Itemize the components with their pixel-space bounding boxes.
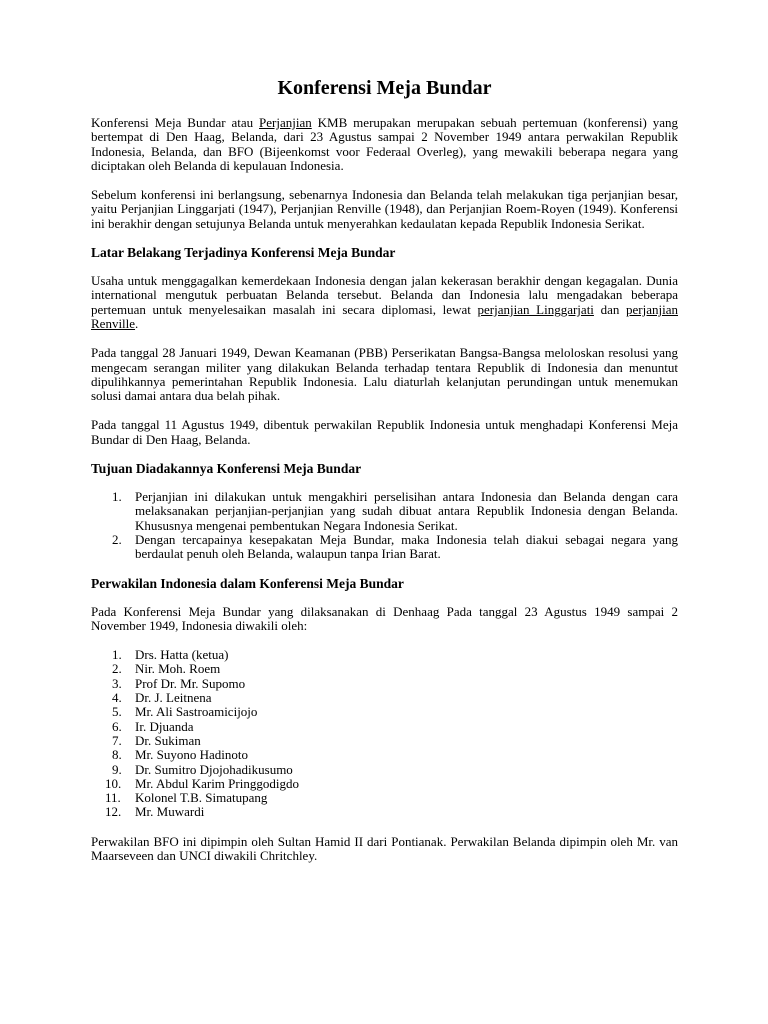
list-number: 2. xyxy=(112,531,122,547)
list-item-text: Mr. Muwardi xyxy=(135,804,205,820)
list-number: 1. xyxy=(112,489,122,505)
intro-paragraph-1 xyxy=(91,116,678,173)
page-title: Konferensi Meja Bundar xyxy=(277,77,492,99)
list-item-text: Perjanjian ini dilakukan untuk mengakhiri perselisihan antara Indonesia dan Belanda dengan cara melaksanakan perjanjian-perjanjian yang sudah dibuat antara Republik Indonesia dengan Belanda. Khususnya mengenai pembentukan Negara Indonesia Serikat. xyxy=(135,489,678,533)
list-number: 11. xyxy=(105,790,121,806)
list-item xyxy=(91,805,678,819)
list-item xyxy=(91,720,678,734)
list-number: 3. xyxy=(112,675,122,691)
list-item-text: Mr. Abdul Karim Pringgodigdo xyxy=(135,775,299,791)
list-item xyxy=(91,648,678,662)
list-item-text: Drs. Hatta (ketua) xyxy=(135,647,229,663)
list-item-text: Mr. Suyono Hadinoto xyxy=(135,747,249,763)
list-number: 9. xyxy=(112,761,122,777)
list-item xyxy=(91,691,678,705)
latar-paragraph-2: Pada tanggal 28 Januari 1949, Dewan Keamanan (PBB) Perserikatan Bangsa-Bangsa meloloskan resolusi yang mengecam serangan militer yang dilakukan Belanda terhadap tentara Republik di Indonesia dan menuntut dipulihkannya pemerintahan Republik Indonesia. Lalu diaturlah kelanjutan perundingan untuk menemukan solusi damai antara dua belah pihak. xyxy=(91,345,678,404)
list-item xyxy=(91,705,678,719)
section-heading-latar: Latar Belakang Terjadinya Konferensi Meja Bundar xyxy=(91,245,396,261)
list-item-text: Ir. Djuanda xyxy=(135,718,194,734)
list-number: 1. xyxy=(112,647,122,663)
latar-text-mid: dan xyxy=(593,301,627,317)
list-number: 10. xyxy=(105,775,122,791)
latar-paragraph-1 xyxy=(91,274,678,331)
list-item xyxy=(91,734,678,748)
latar-text-after: . xyxy=(135,315,139,331)
latar-paragraph-3: Pada tanggal 11 Agustus 1949, dibentuk perwakilan Republik Indonesia untuk menghadapi Konferensi Meja Bundar di Den Haag, Belanda. xyxy=(91,417,678,447)
list-item-text: Kolonel T.B. Simatupang xyxy=(135,790,268,806)
perwakilan-paragraph-2: Perwakilan BFO ini dipimpin oleh Sultan Hamid II dari Pontianak. Perwakilan Belanda dipimpin oleh Mr. van Maarseveen dan UNCI diwakili Chritchley. xyxy=(91,833,678,863)
perjanjian-link[interactable]: Perjanjian xyxy=(259,115,312,130)
list-item xyxy=(91,763,678,777)
perwakilan-paragraph-1: Pada Konferensi Meja Bundar yang dilaksanakan di Denhaag Pada tanggal 23 Agustus 1949 sampai 2 November 1949, Indonesia diwakili oleh: xyxy=(91,603,678,633)
list-item xyxy=(91,662,678,676)
latar-text-before: Usaha untuk menggagalkan kemerdekaan Indonesia dengan jalan kekerasan berakhir dengan kegagalan. Dunia international mengutuk perbuatan Belanda tersebut. Belanda dan Indonesia lalu mengadakan beberapa pertemuan untuk menyelesaikan masalah ini secara diplomasi, lewat xyxy=(91,273,678,317)
tujuan-list xyxy=(91,490,678,561)
list-item xyxy=(91,490,678,533)
renville-link[interactable]: perjanjian Renville xyxy=(91,301,679,331)
list-item xyxy=(91,791,678,805)
list-number: 8. xyxy=(112,747,122,763)
list-number: 12. xyxy=(105,804,122,820)
list-item-text: Dr. Sumitro Djojohadikusumo xyxy=(135,761,293,777)
list-number: 6. xyxy=(112,718,122,734)
list-number: 7. xyxy=(112,732,122,748)
intro-text-before: Konferensi Meja Bundar atau xyxy=(91,115,260,130)
list-item-text: Dengan tercapainya kesepakatan Meja Bundar, maka Indonesia telah diakui sebagai negara yang berdaulat penuh oleh Belanda, walaupun tanpa Irian Barat. xyxy=(135,531,678,562)
list-item xyxy=(91,677,678,691)
list-item xyxy=(91,777,678,791)
section-heading-tujuan: Tujuan Diadakannya Konferensi Meja Bundar xyxy=(91,461,362,477)
intro-paragraph-2: Sebelum konferensi ini berlangsung, sebenarnya Indonesia dan Belanda telah melakukan tiga perjanjian besar, yaitu Perjanjian Linggarjati (1947), Perjanjian Renville (1948), dan Perjanjian Roem-Royen (1949). Konferensi ini berakhir dengan setujunya Belanda untuk menyerahkan kedaulatan kepada Republik Indonesia Serikat. xyxy=(91,187,678,231)
list-item xyxy=(91,748,678,762)
list-item-text: Mr. Ali Sastroamicijojo xyxy=(135,704,258,720)
list-number: 4. xyxy=(112,690,122,706)
linggarjati-link[interactable]: perjanjian Linggarjati xyxy=(477,301,594,317)
intro-text-after: KMB merupakan merupakan sebuah pertemuan (konferensi) yang bertempat di Den Haag, Belanda, dari 23 Agustus sampai 2 November 1949 antara perwakilan Republik Indonesia, Belanda, dan BFO (Bijeenkomst voor Federaal Overleg), yang mewakili beberapa negara yang diciptakan oleh Belanda di kepulauan Indonesia. xyxy=(91,115,678,173)
list-number: 5. xyxy=(112,704,122,720)
delegates-list xyxy=(91,648,678,820)
list-item-text: Prof Dr. Mr. Supomo xyxy=(135,675,246,691)
list-item-text: Dr. Sukiman xyxy=(135,732,201,748)
list-item-text: Nir. Moh. Roem xyxy=(135,661,221,677)
section-heading-perwakilan: Perwakilan Indonesia dalam Konferensi Meja Bundar xyxy=(91,575,404,591)
list-item xyxy=(91,533,678,562)
document-body xyxy=(91,76,678,863)
list-item-text: Dr. J. Leitnena xyxy=(135,690,212,706)
list-number: 2. xyxy=(112,661,122,677)
